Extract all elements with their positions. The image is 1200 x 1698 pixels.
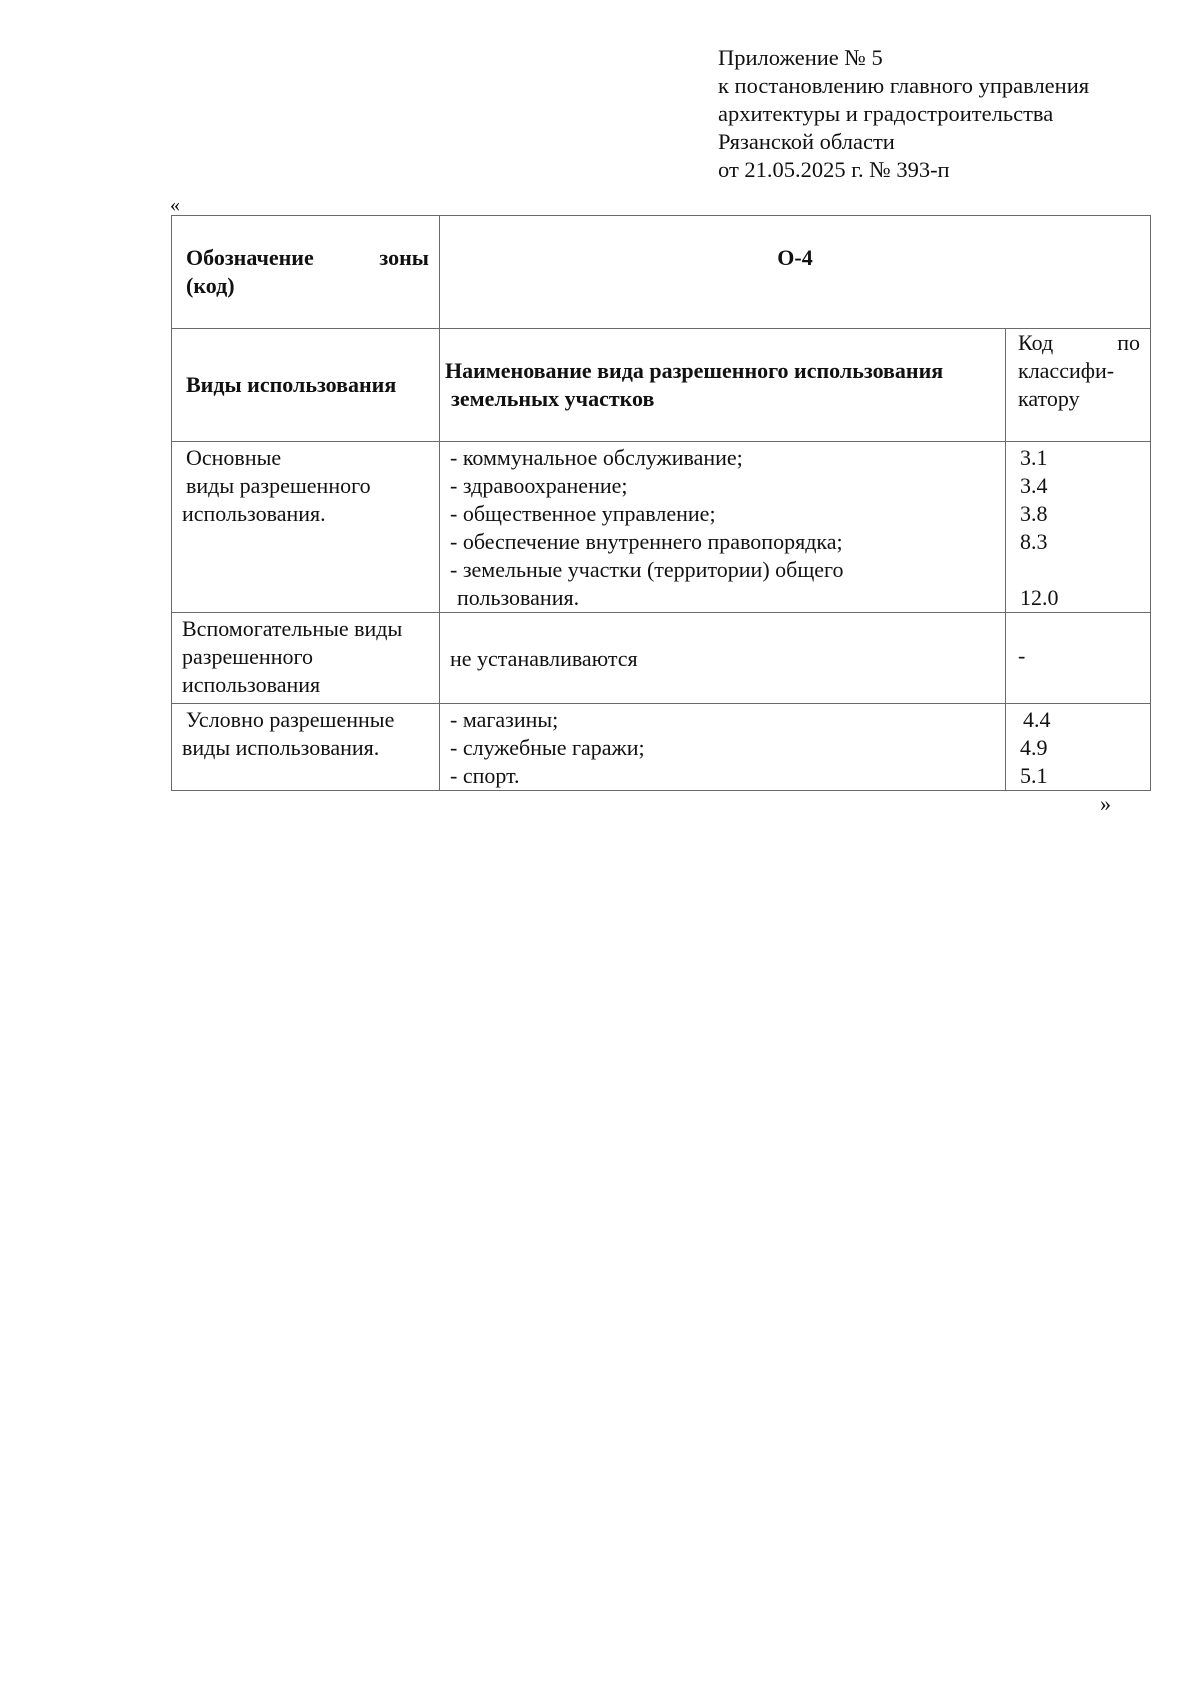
main-use-code: 8.3: [1020, 529, 1048, 554]
main-uses-label-cell: [172, 442, 440, 613]
closing-quote: »: [1100, 791, 1111, 816]
zone-label-word-2: зоны: [379, 245, 429, 270]
header-code-cell: [1006, 329, 1151, 442]
appendix-line-region: Рязанской области: [718, 129, 895, 154]
main-use-item: - земельные участки (территории) общего: [450, 557, 844, 582]
conditional-uses-items-cell: [440, 704, 1006, 791]
zone-label-word-3: (код): [186, 273, 235, 298]
appendix-line-resolution: к постановлению главного управления: [718, 73, 1090, 98]
main-uses-label-line: виды разрешенного: [186, 473, 371, 498]
main-use-item: - коммунальное обслуживание;: [450, 445, 743, 470]
main-use-item: пользования.: [457, 585, 580, 610]
auxiliary-uses-code: -: [1018, 643, 1026, 668]
auxiliary-uses-text: не устанавливаются: [450, 646, 638, 671]
header-uses-cell: [172, 329, 440, 442]
main-use-code: 3.4: [1020, 473, 1048, 498]
header-code-word-2: по: [1117, 330, 1141, 355]
conditional-uses-label-line: виды использования.: [182, 735, 380, 760]
conditional-uses-codes-cell: [1006, 704, 1151, 791]
header-code-line-3: катору: [1018, 386, 1080, 411]
zone-table: [171, 215, 1151, 791]
conditional-use-item: - магазины;: [450, 707, 559, 732]
conditional-use-code: 5.1: [1020, 763, 1048, 788]
main-uses-items-cell: [440, 442, 1006, 613]
main-use-item: - обеспечение внутреннего правопорядка;: [450, 529, 843, 554]
main-uses-row: [172, 442, 1151, 613]
header-uses-label: Виды использования: [186, 372, 397, 397]
conditional-use-item: - спорт.: [450, 763, 520, 788]
appendix-title: Приложение № 5: [718, 45, 883, 70]
header-name-cell: [440, 329, 1006, 442]
header-name-line-1: Наименование вида разрешенного использования: [445, 358, 944, 383]
main-uses-label-line: использования.: [182, 501, 326, 526]
conditional-use-code: 4.9: [1020, 735, 1048, 760]
auxiliary-uses-label-line: Вспомогательные виды: [182, 616, 403, 641]
auxiliary-uses-label-line: использования: [182, 672, 321, 697]
appendix-header: [718, 44, 1089, 184]
main-use-code: [1020, 556, 1144, 584]
zone-code-row: [172, 216, 1151, 329]
main-use-code: 12.0: [1020, 585, 1059, 610]
auxiliary-uses-text-cell: [440, 613, 1006, 704]
auxiliary-uses-label-cell: [172, 613, 440, 704]
main-use-item: - здравоохранение;: [450, 473, 628, 498]
main-use-code: 3.8: [1020, 501, 1048, 526]
column-header-row: [172, 329, 1151, 442]
header-code-word-1: Код: [1018, 330, 1054, 355]
auxiliary-uses-code-cell: [1006, 613, 1151, 704]
main-uses-codes-cell: [1006, 442, 1151, 613]
conditional-uses-row: [172, 704, 1151, 791]
zone-label-cell: [172, 216, 440, 329]
conditional-use-code: 4.4: [1023, 707, 1051, 732]
zone-label-word-1: Обозначение: [186, 245, 314, 270]
main-use-item: - общественное управление;: [450, 501, 716, 526]
zone-code-cell: [440, 216, 1151, 329]
appendix-line-authority: архитектуры и градостроительства: [718, 101, 1054, 126]
zone-code-value: О-4: [777, 245, 813, 270]
main-use-code: 3.1: [1020, 445, 1048, 470]
conditional-use-item: - служебные гаражи;: [450, 735, 645, 760]
conditional-uses-label-line: Условно разрешенные: [186, 707, 395, 732]
opening-quote: «: [170, 194, 180, 216]
auxiliary-uses-row: [172, 613, 1151, 704]
main-uses-label-line: Основные: [186, 445, 282, 470]
conditional-uses-label-cell: [172, 704, 440, 791]
auxiliary-uses-label-line: разрешенного: [182, 644, 313, 669]
appendix-line-date: от 21.05.2025 г. № 393-п: [718, 157, 950, 182]
header-name-line-2: земельных участков: [451, 386, 655, 411]
header-code-line-2: классифи-: [1018, 358, 1115, 383]
